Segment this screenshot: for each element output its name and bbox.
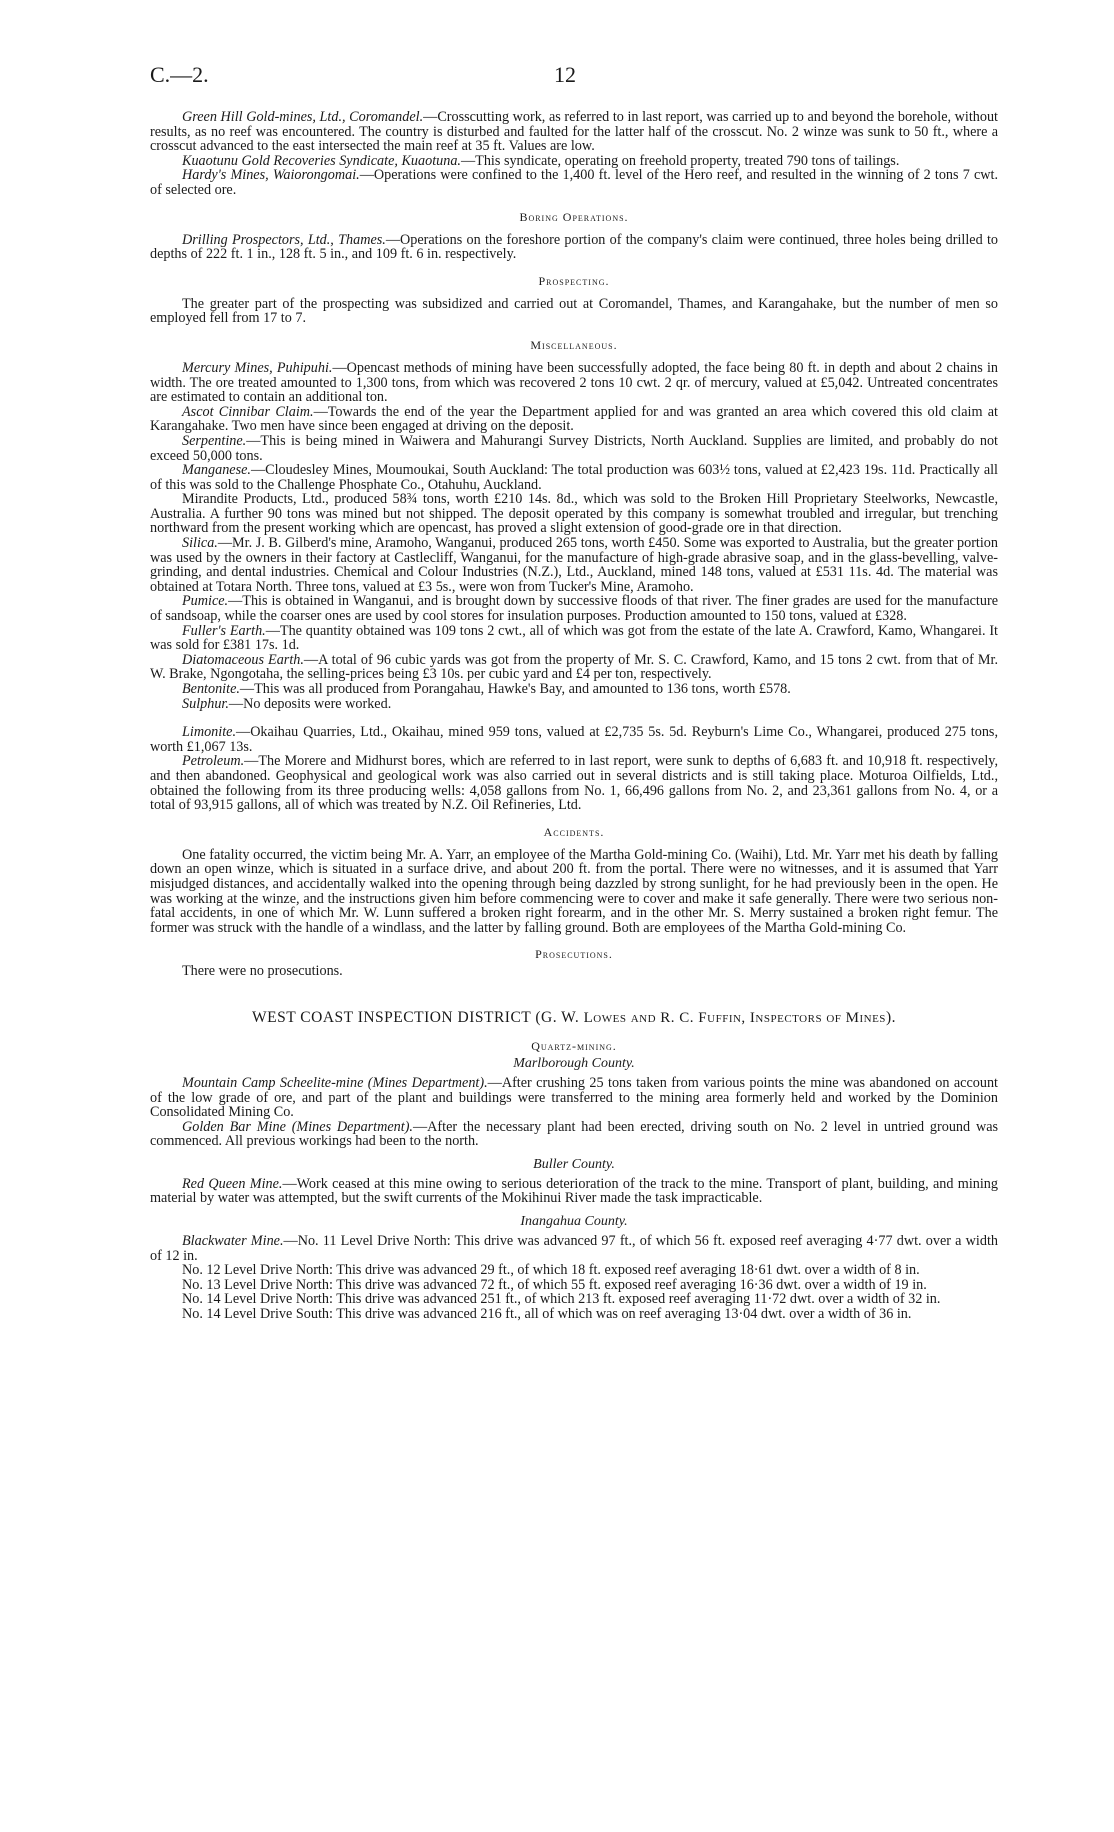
page-body [150, 110, 998, 1322]
section-heading-accidents: Accidents. [543, 824, 605, 839]
paragraph: There were no prosecutions. [182, 963, 343, 980]
paragraph: Mercury Mines, Puhipuhi.—Opencast methods of mining have been successfully adopted, the face being 80 ft. in depth and about 2 chains in width. The ore treated amounted to 1,300 tons, from which was recovered 2 tons 10 cwt. 2 qr. of mercury, valued at £5,042. Untreated concentrates are estimated to contain an additional ton. [150, 359, 998, 406]
county-heading: Marlborough County. [513, 1055, 635, 1071]
section-heading-quartz-mining: Quartz-mining. [531, 1038, 617, 1053]
paragraph: Hardy's Mines, Waiorongomai.—Operations were confined to the 1,400 ft. level of the Hero reef, and resulted in the winning of 2 tons 7 cwt. of selected ore. [150, 167, 998, 198]
page-number: 12 [554, 62, 576, 87]
section-heading-prosecutions: Prosecutions. [535, 947, 613, 962]
paragraph: No. 14 Level Drive South: This drive was advanced 216 ft., all of which was on reef averaging 13·04 dwt. over a width of 36 in. [182, 1306, 912, 1323]
section-heading-prospecting: Prospecting. [538, 273, 610, 288]
paragraph: Silica.—Mr. J. B. Gilberd's mine, Aramoho, Wanganui, produced 265 tons, worth £450. Some was exported to Australia, but the greater portion was used by the owners in their factory at Castlecliff, Wanganui, for the manufacture of high-grade abrasive soap, and in the glass-bevelling, valve-grinding, and dental industries. Chemical and Colour Industries (N.Z.), Ltd., Auckland, mined 148 tons, valued at £531 11s. 4d. The material was obtained at Totara North. Three tons, valued at £3 5s., were won from Tucker's Mine, Aramoho. [150, 535, 998, 595]
paragraph: Mountain Camp Scheelite-mine (Mines Department).—After crushing 25 tons taken from various points the mine was abandoned on account of the low grade of ore, and part of the plant and buildings were transferred to the mining area formerly held and worked by the Dominion Consolidated Mining Co. [150, 1074, 999, 1121]
paragraph: No. 13 Level Drive North: This drive was advanced 72 ft., of which 55 ft. exposed reef averaging 16·36 dwt. over a width of 19 in. [182, 1276, 927, 1293]
paragraph: Fuller's Earth.—The quantity obtained was 109 tons 2 cwt., all of which was got from the estate of the late A. Crawford, Kamo, Whangarei. It was sold for £381 17s. 1d. [150, 622, 998, 654]
paragraph: Pumice.—This is obtained in Wanganui, and is brought down by successive floods of that river. The finer grades are used for the manufacture of sandsoap, while the coarser ones are used by cool stores for insulation purposes. Production amounted to 150 tons, valued at £328. [150, 593, 998, 625]
county-heading: Inangahua County. [520, 1214, 628, 1230]
section-heading-miscellaneous: Miscellaneous. [530, 337, 618, 352]
paragraph: Red Queen Mine.—Work ceased at this mine owing to serious deterioration of the track to the mine. Transport of plant, building, and mining material by water was attempted, but the swift currents of the Mokihinui River made the task impracticable. [150, 1175, 998, 1207]
section-heading-boring: Boring Operations. [519, 209, 629, 224]
paragraph: Golden Bar Mine (Mines Department).—After the necessary plant had been erected, driving south on No. 2 level in untried ground was commenced. All previous workings had been to the north. [150, 1118, 999, 1150]
paragraph: No. 12 Level Drive North: This drive was advanced 29 ft., of which 18 ft. exposed reef averaging 18·61 dwt. over a width of 8 in. [182, 1262, 920, 1279]
paragraph: One fatality occurred, the victim being Mr. A. Yarr, an employee of the Martha Gold-mining Co. (Waihi), Ltd. Mr. Yarr met his death by falling down an open winze, which is situated in a surface drive, and about 200 ft. from the portal. There were no witnesses, and it is assumed that Yarr misjudged distances, and accidentally walked into the opening through being dazzled by strong sunlight, for he had previously been in the open. He was working at the winze, and the instructions given him before commencing were to cover and make it safe generally. There were two serious non-fatal accidents, in one of which Mr. W. Lunn suffered a broken right forearm, and in the other Mr. S. Merry sustained a broken right femur. The former was struck with the handle of a windlass, and the latter by falling ground. Both are employees of the Martha Gold-mining Co. [150, 846, 998, 936]
paragraph: Green Hill Gold-mines, Ltd., Coromandel.—Crosscutting work, as referred to in last report, was carried up to and beyond the borehole, without results, as no reef was encountered. The country is disturbed and faulted for the latter half of the crosscut. No. 2 winze was sunk to 50 ft., where a crosscut advanced to the east intersected the main reef at 35 ft. Values are low. [150, 109, 998, 155]
paragraph: No. 14 Level Drive North: This drive was advanced 251 ft., of which 213 ft. exposed reef averaging 11·72 dwt. over a width of 32 in. [182, 1291, 941, 1308]
paragraph: Ascot Cinnibar Claim.—Towards the end of the year the Department applied for and was granted an area which covered this old claim at Karangahake. Two men have since been engaged at driving on the deposit. [150, 403, 998, 435]
paragraph: Limonite.—Okaihau Quarries, Ltd., Okaihau, mined 959 tons, valued at £2,735 5s. 5d. Reyburn's Lime Co., Whangarei, produced 275 tons, worth £1,067 13s. [150, 724, 998, 755]
paragraph: Bentonite.—This was all produced from Porangahau, Hawke's Bay, and amounted to 136 tons, worth £578. [182, 681, 791, 697]
paragraph: Blackwater Mine.—No. 11 Level Drive North: This drive was advanced 97 ft., of which 56 ft. exposed reef averaging 4·77 dwt. over a width of 12 in. [150, 1233, 998, 1264]
paragraph: Diatomaceous Earth.—A total of 96 cubic yards was got from the property of Mr. S. C. Crawford, Kamo, and 15 tons 2 cwt. from that of Mr. W. Brake, Ngongotaha, the selling-prices being £3 10s. per cubic yard and £4 per ton, respectively. [150, 651, 998, 683]
paragraph: Serpentine.—This is being mined in Waiwera and Mahurangi Survey Districts, North Auckland. Supplies are limited, and probably do not exceed 50,000 tons. [150, 432, 998, 464]
document-reference: C.—2. [150, 62, 209, 87]
paragraph: Mirandite Products, Ltd., produced 58¾ tons, worth £210 14s. 8d., which was sold to the Broken Hill Proprietary Steelworks, Newcastle, Australia. A further 90 tons was mined but not shipped. The deposit operated by this company is somewhat troubled and irregular, but trenching northward from the present working which are opencast, has proved a slight extension of good-grade ore in that direction. [150, 491, 998, 537]
paragraph: The greater part of the prospecting was subsidized and carried out at Coromandel, Thames, and Karangahake, but the number of men so employed fell from 17 to 7. [150, 295, 998, 327]
paragraph: Drilling Prospectors, Ltd., Thames.—Operations on the foreshore portion of the company's claim were continued, three holes being drilled to depths of 222 ft. 1 in., 128 ft. 5 in., and 109 ft. 6 in. respectively. [150, 231, 998, 263]
paragraph: Petroleum.—The Morere and Midhurst bores, which are referred to in last report, were sunk to depths of 6,683 ft. and 10,918 ft. respectively, and then abandoned. Geophysical and geological work was also carried out in several districts and is still taking place. Moturoa Oilfields, Ltd., obtained the following from its three producing wells: 4,058 gallons from No. 1, 66,496 gallons from No. 2, and 23,361 gallons from No. 4, or a total of 93,915 gallons, all of which was treated by N.Z. Oil Refineries, Ltd. [150, 753, 998, 814]
paragraph: Kuaotunu Gold Recoveries Syndicate, Kuaotuna.—This syndicate, operating on freehold property, treated 790 tons of tailings. [182, 152, 900, 169]
paragraph: Sulphur.—No deposits were worked. [182, 695, 392, 712]
paragraph: Manganese.—Cloudesley Mines, Moumoukai, South Auckland: The total production was 603½ tons, valued at £2,423 19s. 11d. Practically all of this was sold to the Challenge Phosphate Co., Otahuhu, Auckland. [150, 462, 998, 493]
district-heading: WEST COAST INSPECTION DISTRICT (G. W. Lowes and R. C. Fuffin, Inspectors of Mines). [252, 1008, 896, 1026]
county-heading: Buller County. [533, 1156, 615, 1172]
